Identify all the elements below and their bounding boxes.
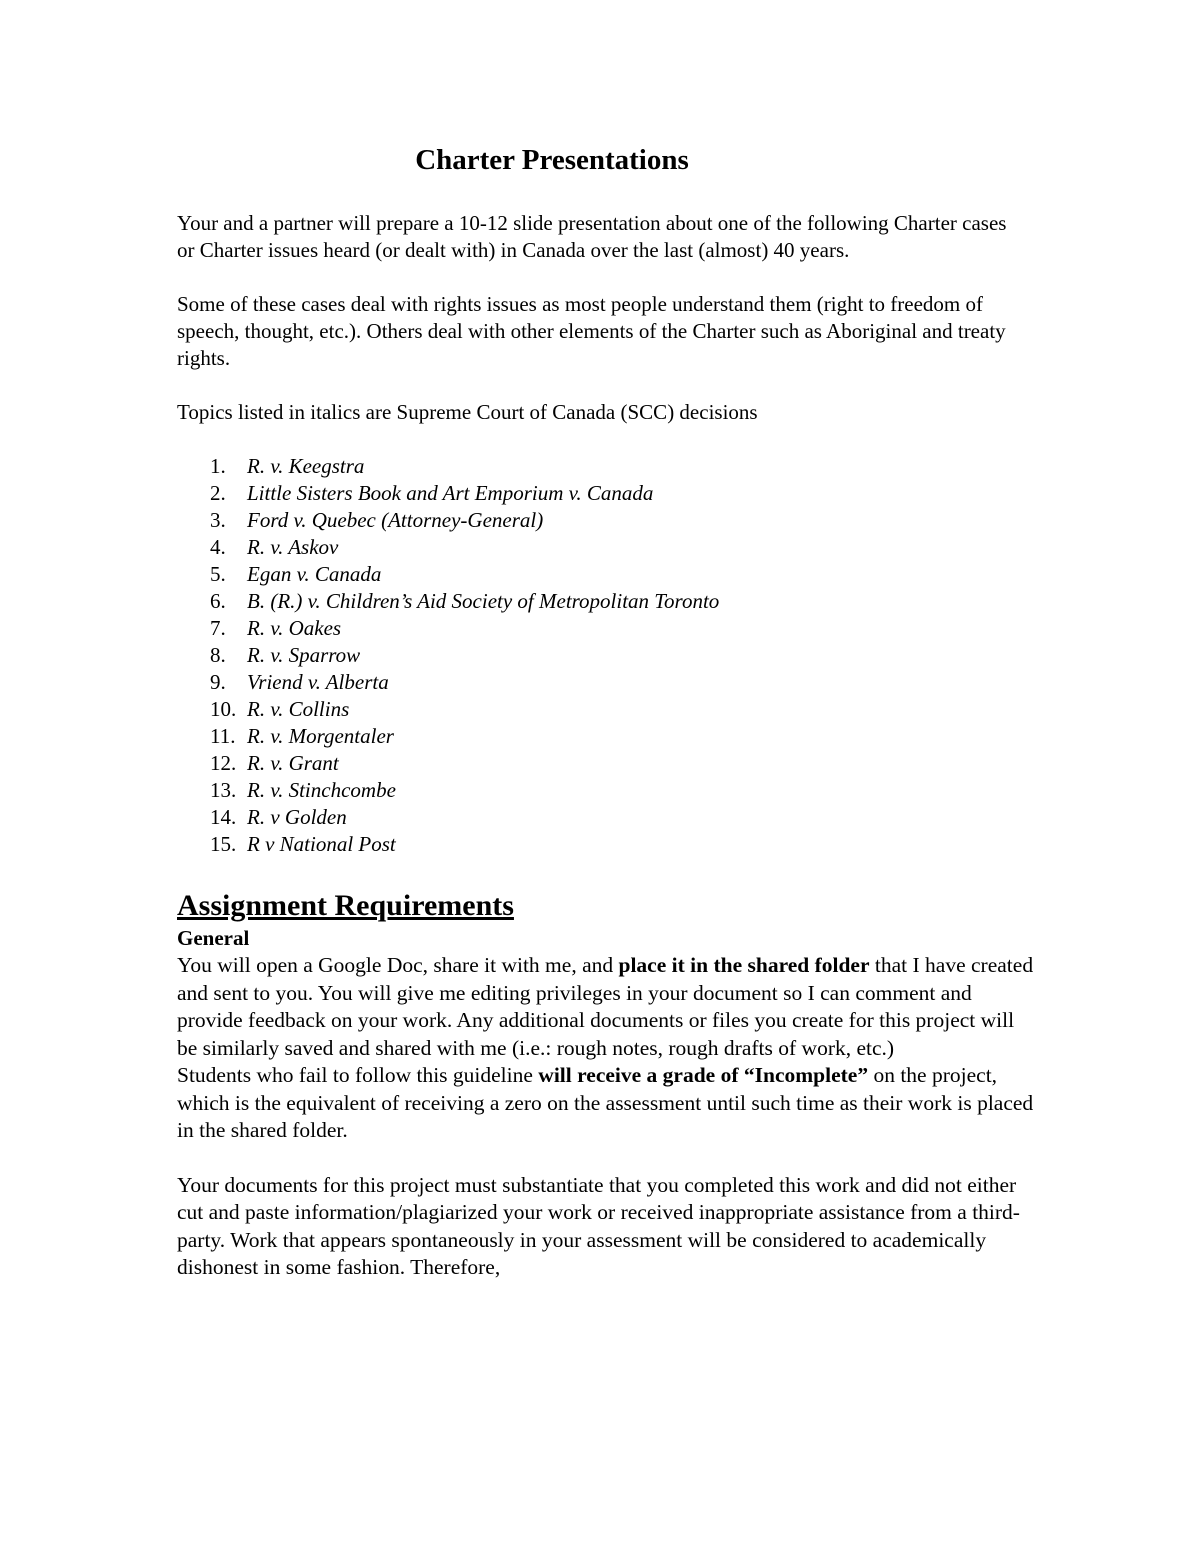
case-number: 1. [210, 454, 226, 478]
list-item [177, 534, 1037, 561]
case-number: 11. [210, 724, 236, 748]
case-number: 4. [210, 535, 226, 559]
topics-note: Topics listed in italics are Supreme Court of Canada (SCC) decisions [177, 400, 758, 424]
list-item [177, 588, 1037, 615]
assignment-requirements-heading: Assignment Requirements [177, 889, 514, 922]
list-item [177, 669, 1037, 696]
intro-paragraph: Your and a partner will prepare a 10-12 slide presentation about one of the following Charter cases or Charter issues heard (or dealt with) in Canada over the last (almost) 40 years. [177, 211, 1007, 262]
case-name: R. v. Askov [247, 535, 339, 559]
list-item [177, 750, 1037, 777]
general-p1-bold: place it in the shared folder [618, 953, 870, 977]
case-list [177, 453, 1037, 858]
case-name: R. v. Collins [247, 697, 350, 721]
case-name: B. (R.) v. Children’s Aid Society of Metropolitan Toronto [247, 589, 720, 613]
case-name: R v National Post [247, 832, 396, 856]
case-name: R. v. Morgentaler [247, 724, 394, 748]
case-number: 10. [210, 697, 237, 721]
document-title: Charter Presentations [415, 144, 689, 176]
general-p1-text-b: that I have created and sent to you. You will give me editing privileges in your document so I can comment and provide feedback on your work. Any additional documents or files you create for this project will be similarly saved and shared with me (i.e.: rough notes, rough drafts of work, etc.) [177, 953, 1034, 1060]
document-page [177, 140, 1037, 1282]
case-number: 5. [210, 562, 226, 586]
case-number: 8. [210, 643, 226, 667]
list-item [177, 615, 1037, 642]
case-number: 7. [210, 616, 226, 640]
list-item [177, 696, 1037, 723]
list-item [177, 723, 1037, 750]
case-name: Vriend v. Alberta [247, 670, 389, 694]
list-item [177, 804, 1037, 831]
case-name: R. v. Oakes [247, 616, 342, 640]
rights-paragraph: Some of these cases deal with rights issues as most people understand them (right to freedom of speech, thought, etc.). Others deal with other elements of the Charter such as Aboriginal and treaty rights. [177, 292, 1006, 370]
general-paragraph-2 [177, 1062, 1037, 1145]
case-number: 12. [210, 751, 237, 775]
general-p2-text-b: on the project, which is the equivalent of receiving a zero on the assessment until such time as their work is placed in the shared folder. [177, 1063, 1034, 1142]
case-name: R. v. Keegstra [247, 454, 365, 478]
general-subheading: General [177, 926, 250, 950]
case-number: 15. [210, 832, 237, 856]
list-item [177, 453, 1037, 480]
general-paragraph-1 [177, 952, 1037, 1062]
case-number: 6. [210, 589, 226, 613]
case-name: Little Sisters Book and Art Emporium v. Canada [247, 481, 654, 505]
list-item [177, 561, 1037, 588]
case-number: 2. [210, 481, 226, 505]
case-number: 14. [210, 805, 237, 829]
case-name: R. v. Sparrow [247, 643, 361, 667]
list-item [177, 507, 1037, 534]
case-name: R. v. Grant [247, 751, 339, 775]
list-item [177, 642, 1037, 669]
case-name: Egan v. Canada [247, 562, 382, 586]
case-name: R. v. Stinchcombe [247, 778, 396, 802]
case-number: 3. [210, 508, 226, 532]
case-name: R. v Golden [247, 805, 347, 829]
paragraph-gap [177, 1145, 1037, 1172]
case-name: Ford v. Quebec (Attorney-General) [247, 508, 544, 532]
list-item [177, 831, 1037, 858]
case-number: 9. [210, 670, 226, 694]
case-number: 13. [210, 778, 237, 802]
list-item [177, 777, 1037, 804]
general-paragraph-3: Your documents for this project must substantiate that you completed this work and did not either cut and paste information/plagiarized your work or received inappropriate assistance from a third-party. Work that appears spontaneously in your assessment will be considered to academically dishonest in some fashion. Therefore, [177, 1172, 1020, 1279]
general-p2-bold: will receive a grade of “Incomplete” [538, 1063, 869, 1087]
list-item [177, 480, 1037, 507]
general-p2-text-a: Students who fail to follow this guideline [177, 1063, 539, 1087]
general-p1-text-a: You will open a Google Doc, share it with me, and [177, 953, 619, 977]
